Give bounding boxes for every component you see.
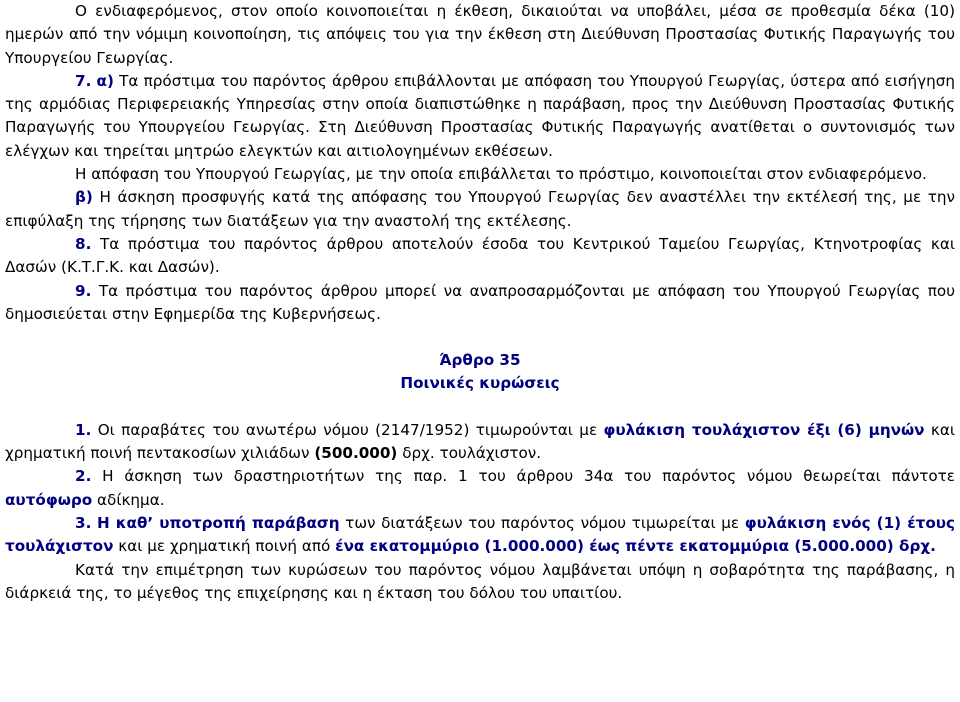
text: Διεύθυνση Προστασίας Φυτικής Παραγωγής <box>354 118 703 137</box>
text: Τα πρόστιμα του παρόντος άρθρου επιβάλλονται με απόφαση του Υπουργού Γεωργίας, ύστερα από εισήγηση της αρμόδιας Περιφερειακής Υπηρεσίας στην οποία διαπιστώθηκε η παράβαση, προς την <box>5 71 956 114</box>
paragraph-35-1 <box>5 419 955 466</box>
text: Η άσκηση προσφυγής κατά της απόφασης του Υπουργού Γεωργίας δεν αναστέλλει την εκτέλεσή της, με την επιφύλαξη της τήρησης των διατάξεων για την αναστολή της εκτέλεσης. <box>5 188 956 230</box>
sub-item-letter: α) <box>96 71 114 90</box>
text: Η άσκηση των δραστηριοτήτων της παρ. 1 του άρθρου 34α του παρόντος νόμου θεωρείται πάντοτε <box>102 467 955 486</box>
item-number: 8. <box>75 234 92 253</box>
sub-item-letter: β) <box>75 188 93 207</box>
text: ανατίθεται ο συντονισμός των ελέγχων και τηρείται μητρώο ελεγκτών και αιτιολογημένων εκθέσεων. <box>5 118 955 160</box>
bold-text: Η καθ’ υποτροπή παράβαση <box>96 513 340 532</box>
paragraph-7 <box>5 70 955 163</box>
text: δρχ. τουλάχιστον. <box>402 444 542 463</box>
text: Οι παραβάτες του ανωτέρω νόμου (2147/1952) τιμωρούνται με <box>97 420 598 439</box>
article-subtitle: Ποινικές κυρώσεις <box>400 374 560 393</box>
paragraph-notice: Ο ενδιαφερόμενος, στον οποίο κοινοποιείται η έκθεση, δικαιούται να υποβάλει, μέσα σε προθεσμία δέκα (10) ημερών από την νόμιμη κοινοποίηση, τις απόψεις του για την έκθεση στη Διεύθυνση Προστασίας Φυτικής Παραγωγής του Υπουργείου Γεωργίας. <box>5 2 955 67</box>
paragraph-35-4: Κατά την επιμέτρηση των κυρώσεων του παρόντος νόμου λαμβάνεται υπόψη η σοβαρότητα της παράβασης, η διάρκειά της, το μέγεθος της επιχείρησης και η έκταση του δόλου του υπαιτίου. <box>5 560 955 602</box>
text: Τα πρόστιμα του παρόντος άρθρου αποτελούν έσοδα του Κεντρικού Ταμείου Γεωργίας, Κτηνοτροφίας και Δασών (Κ.Τ.Γ.Κ. και Δασών). <box>5 234 955 277</box>
bold-text: φυλάκιση ενός (1) έτους τουλάχιστον <box>5 513 956 556</box>
item-number: 2. <box>75 467 92 486</box>
paragraph-8 <box>5 233 955 280</box>
paragraph-decision: Η απόφαση του Υπουργού Γεωργίας, με την οποία επιβάλλεται το πρόστιμο, κοινοποιείται στον ενδιαφερόμενο. <box>75 165 927 184</box>
bold-text: (500.000) <box>314 444 398 463</box>
text: και με χρηματική ποινή από <box>118 537 331 556</box>
text: Διεύθυνση Προστασίας Φυτικής Παραγωγής του Υπουργείου Γεωργίας <box>5 95 955 137</box>
bold-text: ένα εκατομμύριο (1.000.000) έως πέντε εκατομμύρια (5.000.000) δρχ. <box>335 537 936 556</box>
paragraph-7b <box>5 186 955 233</box>
text: των διατάξεων του παρόντος νόμου τιμωρείται με <box>345 513 740 532</box>
item-number: 7. <box>75 71 92 90</box>
bold-text: αυτόφωρο <box>5 490 93 509</box>
text: Τα πρόστιμα του παρόντος άρθρου μπορεί να αναπροσαρμόζονται με απόφαση του Υπουργού Γεωργίας που δημοσιεύεται στην Εφημερίδα της Κυβερνήσεως. <box>5 281 955 323</box>
paragraph-35-2 <box>5 465 955 512</box>
item-number: 9. <box>75 281 92 300</box>
bold-text: φυλάκιση τουλάχιστον έξι (6) μηνών <box>603 420 925 439</box>
item-number: 3. <box>75 513 92 532</box>
text: και χρηματική ποινή πεντακοσίων χιλιάδων <box>5 420 956 463</box>
article-title: Άρθρο 35 <box>439 351 521 370</box>
paragraph-9 <box>5 280 955 327</box>
paragraph-35-3 <box>5 512 955 559</box>
text: . Στη <box>305 118 347 137</box>
text: αδίκημα. <box>97 490 165 509</box>
item-number: 1. <box>75 420 92 439</box>
